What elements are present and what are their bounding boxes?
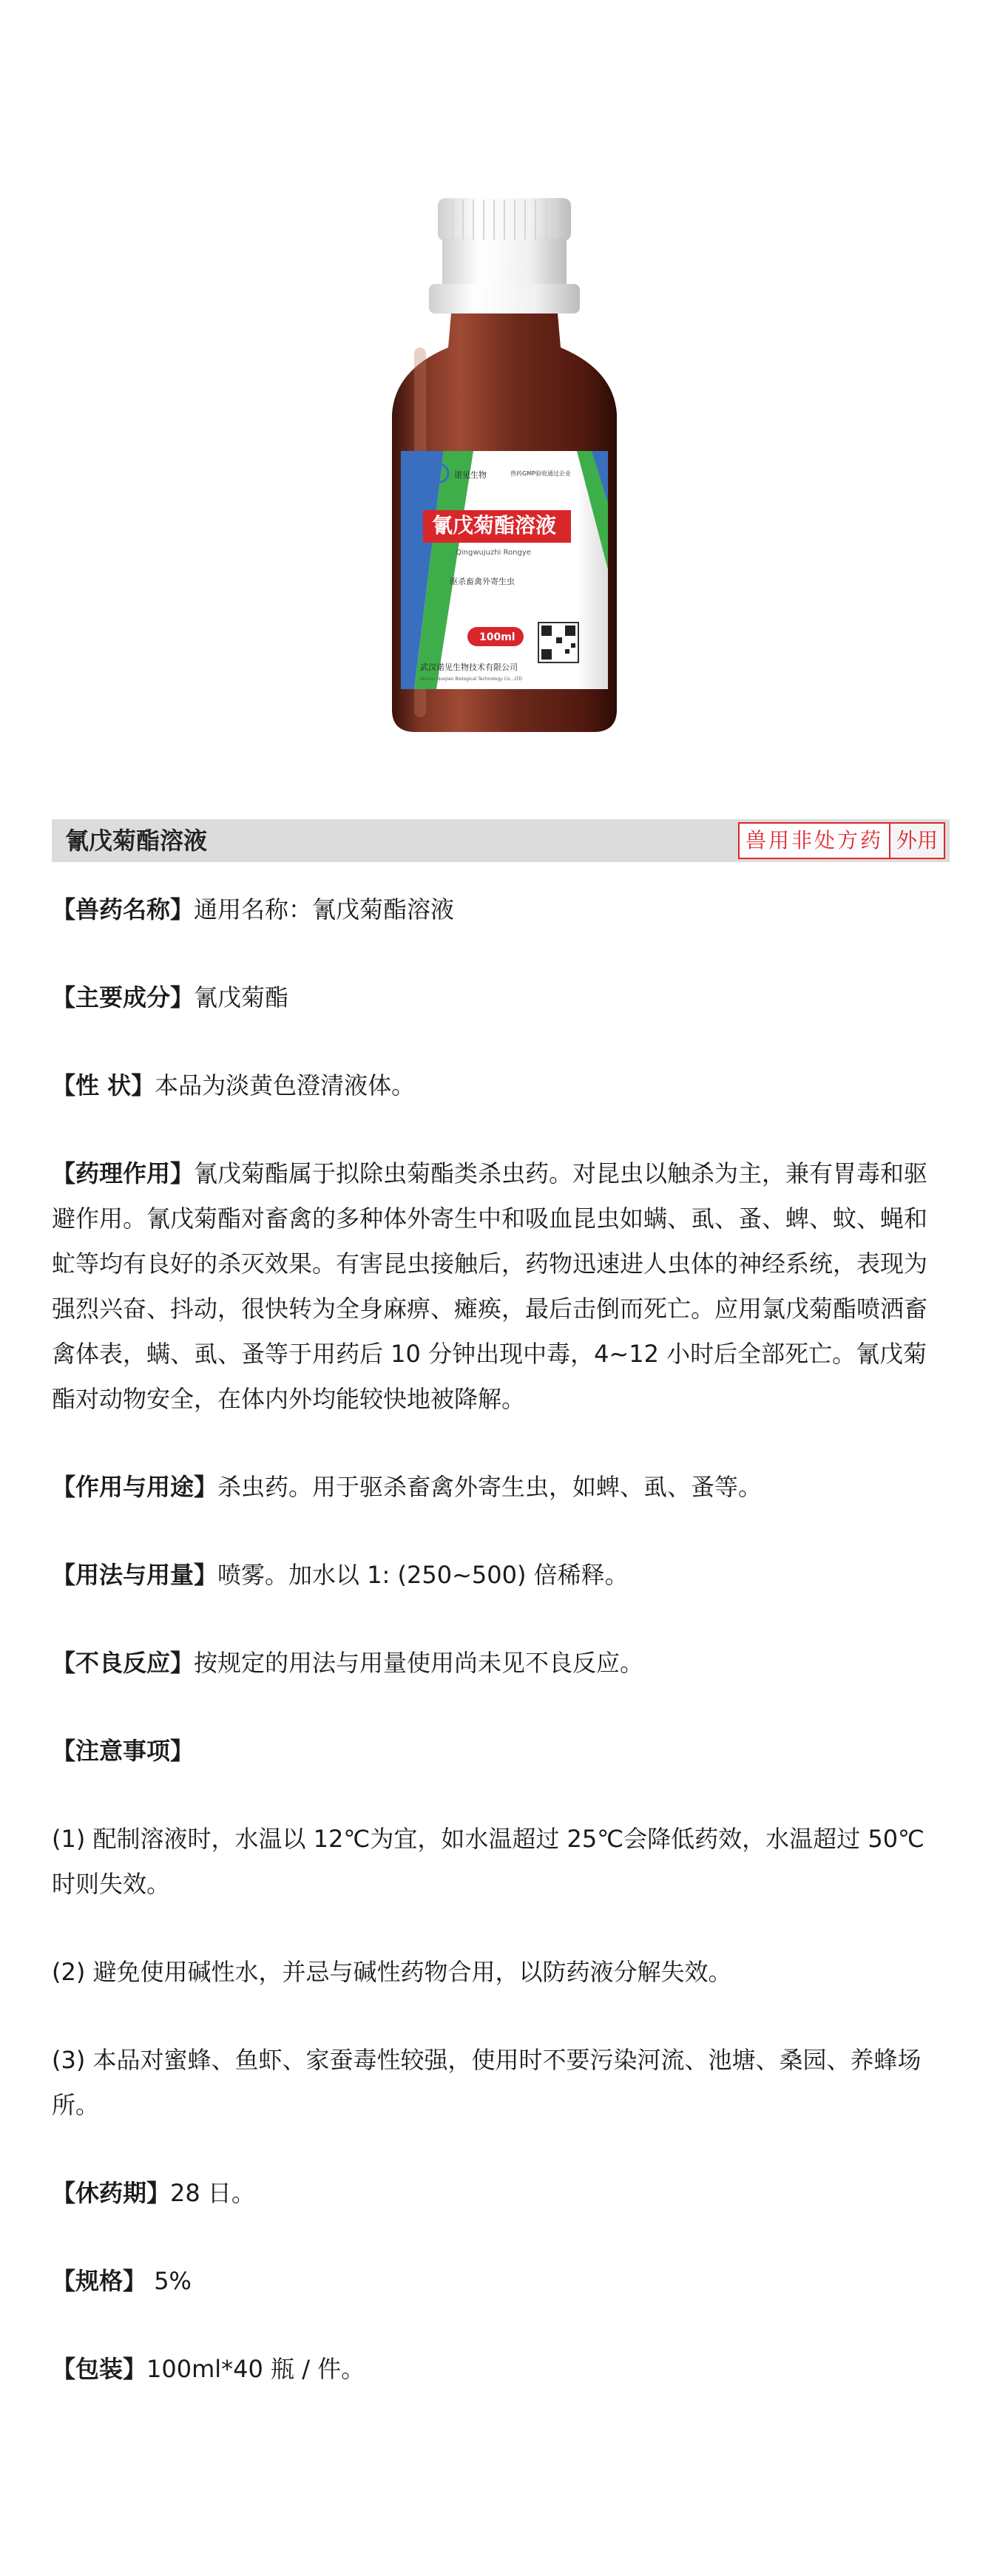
section-pharmacology: 【药理作用】氰戊菊酯属于拟除虫菊酯类杀虫药。对昆虫以触杀为主，兼有胃毒和驱避作用。氰戊菊酯对畜禽的多种体外寄生中和吸血昆虫如螨、虱、蚤、蜱、蚊、蝇和虻等均有良好的杀灭效果。有害昆虫接触后，药物迅速进人虫体的神经系统，表现为强烈兴奋、抖动，很快转为全身麻痹、瘫痪，最后击倒而死亡。应用氯戊菊酯喷洒畜禽体表，螨、虱、蚤等于用药后 10 分钟出现中毒，4~12 小时后全部死亡。氰戊菊酯对动物安全，在体内外均能较快地被降解。 bbox=[52, 1159, 928, 1413]
svg-text:诺见生物: 诺见生物 bbox=[454, 470, 487, 480]
section-packaging: 【包装】100ml*40 瓶 / 件。 bbox=[52, 2355, 365, 2383]
page-title: 氰戊菊酯溶液 bbox=[65, 827, 208, 855]
bottle-label bbox=[401, 451, 608, 689]
section-indications: 【作用与用途】杀虫药。用于驱杀畜禽外寄生虫，如蜱、虱、蚤等。 bbox=[52, 1473, 763, 1501]
bottle-cap bbox=[429, 198, 580, 313]
section-main-ingredient: 【主要成分】氰戊菊酯 bbox=[52, 983, 289, 1011]
svg-text:驱杀畜禽外寄生虫: 驱杀畜禽外寄生虫 bbox=[450, 577, 515, 586]
svg-text:武汉诺见生物技术有限公司: 武汉诺见生物技术有限公司 bbox=[420, 662, 518, 672]
otc-veterinary-tag: 兽用非处方药 bbox=[738, 822, 890, 859]
product-image bbox=[0, 0, 994, 784]
section-withdrawal-period: 【休药期】28 日。 bbox=[52, 2179, 255, 2207]
product-title-bar bbox=[52, 819, 950, 862]
precaution-item: (1) 配制溶液时，水温以 12℃为宜，如水温超过 25℃会降低药效，水温超过 50℃时则失效。 bbox=[52, 1825, 924, 1898]
section-adverse-reactions: 【不良反应】按规定的用法与用量使用尚未见不良反应。 bbox=[52, 1649, 644, 1677]
svg-text:100ml: 100ml bbox=[479, 631, 515, 643]
precaution-item: (3) 本品对蜜蜂、鱼虾、家蚕毒性较强，使用时不要污染河流、池塘、桑园、养蜂场所。 bbox=[52, 2046, 922, 2119]
product-bottle-illustration bbox=[0, 0, 994, 784]
section-precautions: 【注意事项】 bbox=[52, 1737, 195, 1765]
svg-text:氰戊菊酯溶液: 氰戊菊酯溶液 bbox=[432, 513, 557, 538]
section-vet-drug-name: 【兽药名称】通用名称：氰戊菊酯溶液 bbox=[52, 895, 455, 923]
precaution-item: (2) 避免使用碱性水，并忌与碱性药物合用，以防药液分解失效。 bbox=[52, 1958, 732, 1986]
svg-text:兽药GMP验收通过企业: 兽药GMP验收通过企业 bbox=[510, 470, 571, 477]
section-appearance: 【性 状】本品为淡黄色澄清液体。 bbox=[52, 1071, 416, 1099]
svg-text:Wuhan Nuojian Biological Techn: Wuhan Nuojian Biological Technology Co., LTD bbox=[420, 677, 523, 682]
product-instructions bbox=[52, 887, 947, 2435]
svg-text:Qingwujuzhi Rongye: Qingwujuzhi Rongye bbox=[456, 549, 531, 557]
external-use-tag: 外用 bbox=[890, 822, 945, 859]
category-tags bbox=[738, 822, 945, 858]
section-specification: 【规格】 5% bbox=[52, 2267, 192, 2295]
section-dosage: 【用法与用量】喷雾。加水以 1: (250~500) 倍稀释。 bbox=[52, 1561, 629, 1589]
